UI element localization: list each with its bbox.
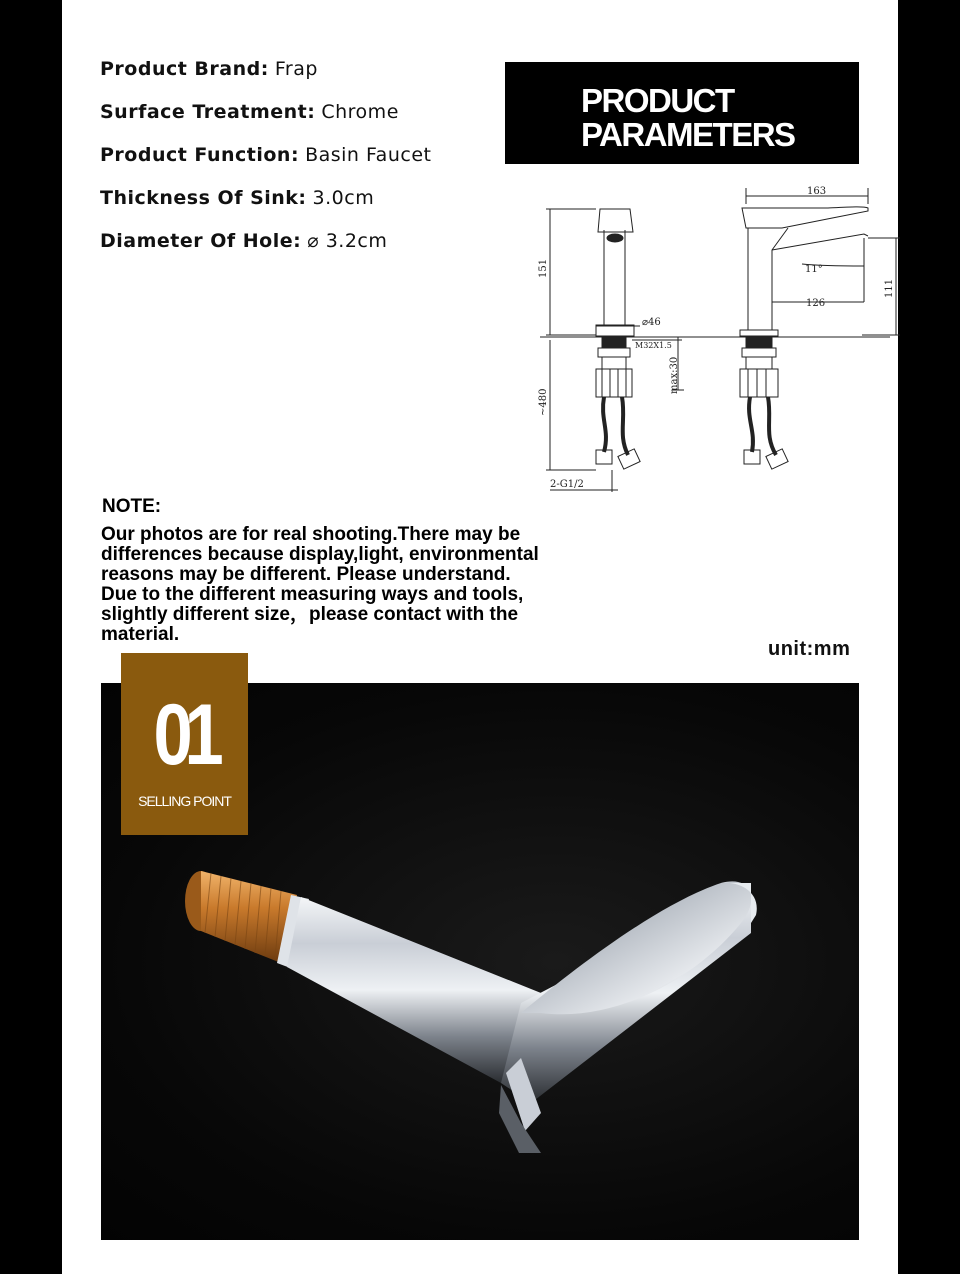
dim-151: 151 [538, 258, 549, 278]
side-base [740, 330, 778, 336]
dim-m32: M32X1.5 [635, 341, 672, 350]
product-parameters-banner [505, 62, 859, 164]
front-fixing-nut [596, 369, 632, 397]
side-fixing-nut [740, 369, 778, 397]
spec-thickness [100, 184, 431, 227]
side-thread [746, 357, 772, 369]
front-spout-outlet [607, 234, 623, 242]
side-nut [742, 348, 776, 357]
note-line: differences because display,light, environmental [101, 544, 539, 565]
front-base [596, 325, 634, 336]
note-line: Our photos are for real shooting.There may be [101, 524, 521, 545]
side-hose-nut-right [766, 449, 788, 469]
front-body [604, 230, 625, 325]
spec-list [100, 55, 431, 270]
faucet-body [287, 897, 541, 1083]
dim-g12: 2-G1/2 [550, 479, 584, 490]
spec-value: ⌀ 3.2cm [307, 230, 388, 252]
spec-hole-diameter [100, 227, 431, 270]
banner-title [581, 84, 795, 152]
spec-surface [100, 98, 431, 141]
note-line: material. [101, 624, 180, 645]
front-thread [602, 357, 626, 369]
selling-point-number: 01 [153, 687, 216, 783]
dim-111: 111 [884, 278, 895, 298]
selling-point-label: SELLING POINT [138, 793, 231, 809]
side-body [748, 228, 788, 330]
technical-drawing [472, 180, 895, 500]
spec-label: Diameter Of Hole: [100, 230, 302, 252]
front-hose-nut-right [618, 449, 640, 469]
side-hose-nut-left [744, 450, 760, 464]
faucet-lever [521, 881, 751, 1014]
banner-line-2: PARAMETERS [581, 116, 795, 153]
note-title: NOTE: [102, 496, 162, 517]
dim-163: 163 [807, 186, 827, 197]
front-shank [602, 338, 626, 348]
banner-line-1: PRODUCT [581, 82, 734, 119]
selling-point-badge [121, 653, 248, 835]
front-hose-left [603, 397, 606, 452]
side-hose-left [749, 397, 753, 452]
spec-value: 3.0cm [312, 187, 375, 209]
spec-function [100, 141, 431, 184]
side-spout [772, 234, 868, 250]
side-hose-right [768, 397, 776, 455]
note-text [101, 525, 539, 645]
front-hose-nut-left [596, 450, 612, 464]
spec-value: Chrome [321, 101, 399, 123]
front-hose-right [622, 397, 628, 455]
spec-value: Frap [274, 58, 318, 80]
unit-label: unit:mm [768, 638, 851, 660]
front-handle [598, 209, 633, 232]
note-line: slightly different size，please contact with the [101, 604, 519, 625]
spec-label: Product Brand: [100, 58, 269, 80]
dim-46: ⌀46 [642, 317, 661, 328]
dim-max30: max:30 [669, 356, 680, 394]
dim-480: ~480 [538, 388, 549, 416]
side-handle [742, 207, 868, 228]
dim-11deg: 11° [805, 264, 823, 275]
spec-label: Surface Treatment: [100, 101, 316, 123]
spec-value: Basin Faucet [305, 144, 432, 166]
front-nut [598, 348, 630, 357]
dim-126: 126 [806, 298, 826, 309]
note-line: Due to the different measuring ways and tools, [101, 584, 524, 605]
spec-label: Thickness Of Sink: [100, 187, 307, 209]
side-shank [746, 338, 772, 348]
note-line: reasons may be different. Please understand. [101, 564, 511, 585]
spec-brand [100, 55, 431, 98]
spec-label: Product Function: [100, 144, 300, 166]
product-detail-page [62, 0, 898, 1274]
